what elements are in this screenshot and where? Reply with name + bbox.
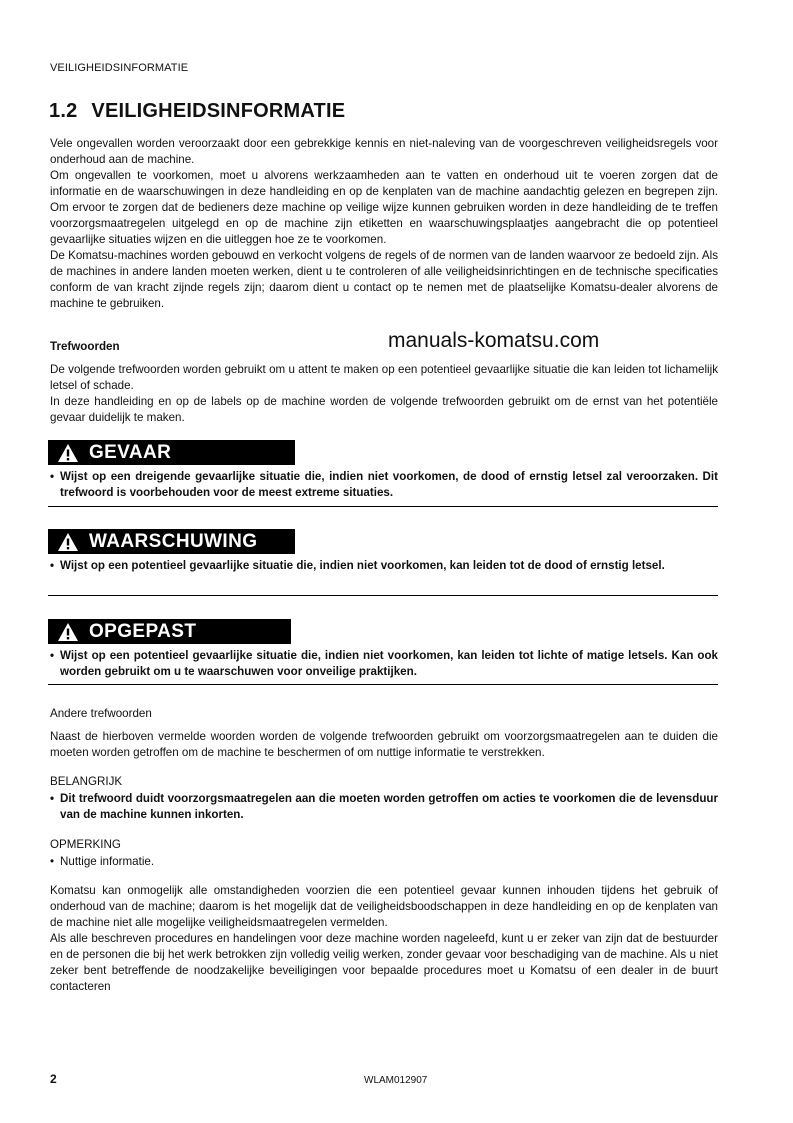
opgepast-banner — [48, 619, 291, 644]
andere-trefwoorden-text — [50, 729, 718, 761]
divider — [48, 684, 718, 685]
belangrijk-heading: BELANGRIJK — [50, 775, 123, 788]
closing-paragraph: Als alle beschreven procedures en handelingen voor deze machine worden nageleefd, kunt u er zeker van zijn dat de bestuurder en de personen die bij het werk betrokken zijn volledig veilig werken, zonder gevaar voor beschadiging van de machine. Als u niet zeker bent betreffende de noodzakelijke beveiligingen voor bepaalde procedures moet u Komatsu of een dealer in de buurt contacteren — [50, 932, 718, 993]
belangrijk-bullet: • Dit trefwoord duidt voorzorgsmaatregelen aan die moeten worden getroffen om acties te voorkomen die de levensduur van de machine kunnen inkorten. — [50, 792, 718, 821]
section-title — [49, 100, 345, 123]
warning-triangle-icon — [57, 532, 79, 552]
andere-trefwoorden-heading: Andere trefwoorden — [50, 707, 152, 720]
gevaar-bullet: • Wijst op een dreigende gevaarlijke situatie die, indien niet voorkomen, de dood of ernstig letsel zal veroorzaken. Dit trefwoord is voorbehouden voor de meest extreme situaties. — [50, 470, 718, 499]
opgepast-label: OPGEPAST — [89, 620, 197, 642]
belangrijk-text: Dit trefwoord duidt voorzorgsmaatregelen aan die moeten worden getroffen om acties te voorkomen die de levensduur van de machine kunnen inkorten. — [60, 792, 718, 821]
opmerking-text: Nuttige informatie. — [60, 855, 155, 868]
warning-triangle-icon — [57, 443, 79, 463]
intro-text — [50, 136, 718, 312]
waarschuwing-text: Wijst op een potentieel gevaarlijke situatie die, indien niet voorkomen, kan leiden tot de dood of ernstig letsel. — [60, 559, 665, 572]
intro-paragraph: De Komatsu-machines worden gebouwd en verkocht volgens de regels of de normen van de landen waarvoor ze bedoeld zijn. Als de machines in andere landen moeten werken, dient u te controleren of alle veiligheidsinrichtingen en de technische specificaties conform de van kracht zijnde regels zijn; daarom dient u contact op te nemen met de plaatselijke Komatsu-dealer alvorens de machine te gebruiken. — [50, 249, 718, 310]
section-number: 1.2 — [49, 100, 78, 122]
trefwoorden-paragraph: In deze handleiding en op de labels op de machine worden de volgende trefwoorden gebruikt om de ernst van het potentiële gevaar duidelijk te maken. — [50, 395, 718, 424]
trefwoorden-text — [50, 362, 718, 426]
opmerking-heading: OPMERKING — [50, 838, 121, 851]
gevaar-label: GEVAAR — [89, 441, 172, 463]
divider — [48, 506, 718, 507]
document-code: WLAM012907 — [364, 1075, 428, 1086]
waarschuwing-bullet: • Wijst op een potentieel gevaarlijke situatie die, indien niet voorkomen, kan leiden tot de dood of ernstig letsel. — [50, 558, 718, 574]
gevaar-text: Wijst op een dreigende gevaarlijke situatie die, indien niet voorkomen, de dood of ernstig letsel zal veroorzaken. Dit trefwoord is voorbehouden voor de meest extreme situaties. — [60, 470, 718, 499]
opgepast-bullet: • Wijst op een potentieel gevaarlijke situatie die, indien niet voorkomen, kan leiden tot lichte of matige letsels. Kan ook worden gebruikt om u te waarschuwen voor onveilige praktijken. — [50, 649, 718, 678]
page-number: 2 — [50, 1072, 57, 1086]
trefwoorden-paragraph: De volgende trefwoorden worden gebruikt om u attent te maken op een potentieel gevaarlijke situatie die kan leiden tot lichamelijk letsel of schade. — [50, 363, 718, 392]
divider — [48, 595, 718, 596]
closing-paragraph: Komatsu kan onmogelijk alle omstandigheden voorzien die een potentieel gevaar kunnen inhouden tijdens het gebruik of onderhoud van de machine; daarom is het mogelijk dat de veiligheidsboodschappen in deze handleiding en op de kenplaten van de machine niet alle mogelijke veiligheidsmaatregelen vermelden. — [50, 884, 718, 929]
andere-paragraph: Naast de hierboven vermelde woorden worden de volgende trefwoorden gebruikt om voorzorgsmaatregelen aan te duiden die moeten worden getroffen om de machine te beschermen of om nuttige informatie te verstrekken. — [50, 730, 718, 759]
intro-paragraph: Om ongevallen te voorkomen, moet u alvorens werkzaamheden aan te vatten en onderhoud uit te voeren zorgen dat de informatie en de waarschuwingen in deze handleiding en op de kenplaten van de machine aandachtig gelezen en begrepen zijn. Om ervoor te zorgen dat de bedieners deze machine op veilige wijze kunnen gebruiken worden in deze handleiding de te treffen voorzorgsmaatregelen uitgelegd en op de machine zijn etiketten en waarschuwingsplaatjes aangebracht die op potentieel gevaarlijke situaties wijzen en die uitleggen hoe ze te voorkomen. — [50, 169, 718, 246]
section-title-text: VEILIGHEIDSINFORMATIE — [91, 100, 346, 122]
gevaar-banner — [48, 440, 295, 465]
warning-triangle-icon — [57, 622, 79, 642]
waarschuwing-label: WAARSCHUWING — [89, 530, 258, 552]
trefwoorden-heading: Trefwoorden — [50, 340, 120, 353]
closing-text — [50, 883, 718, 995]
opgepast-text: Wijst op een potentieel gevaarlijke situatie die, indien niet voorkomen, kan leiden tot lichte of matige letsels. Kan ook worden gebruikt om u te waarschuwen voor onveilige praktijken. — [60, 649, 718, 678]
intro-paragraph: Vele ongevallen worden veroorzaakt door een gebrekkige kennis en niet-naleving van de voorgeschreven veiligheidsregels voor onderhoud aan de machine. — [50, 137, 718, 166]
watermark-text: manuals-komatsu.com — [388, 329, 600, 352]
waarschuwing-banner — [48, 529, 295, 554]
opmerking-bullet: • Nuttige informatie. — [50, 854, 718, 870]
running-head: VEILIGHEIDSINFORMATIE — [50, 62, 189, 74]
